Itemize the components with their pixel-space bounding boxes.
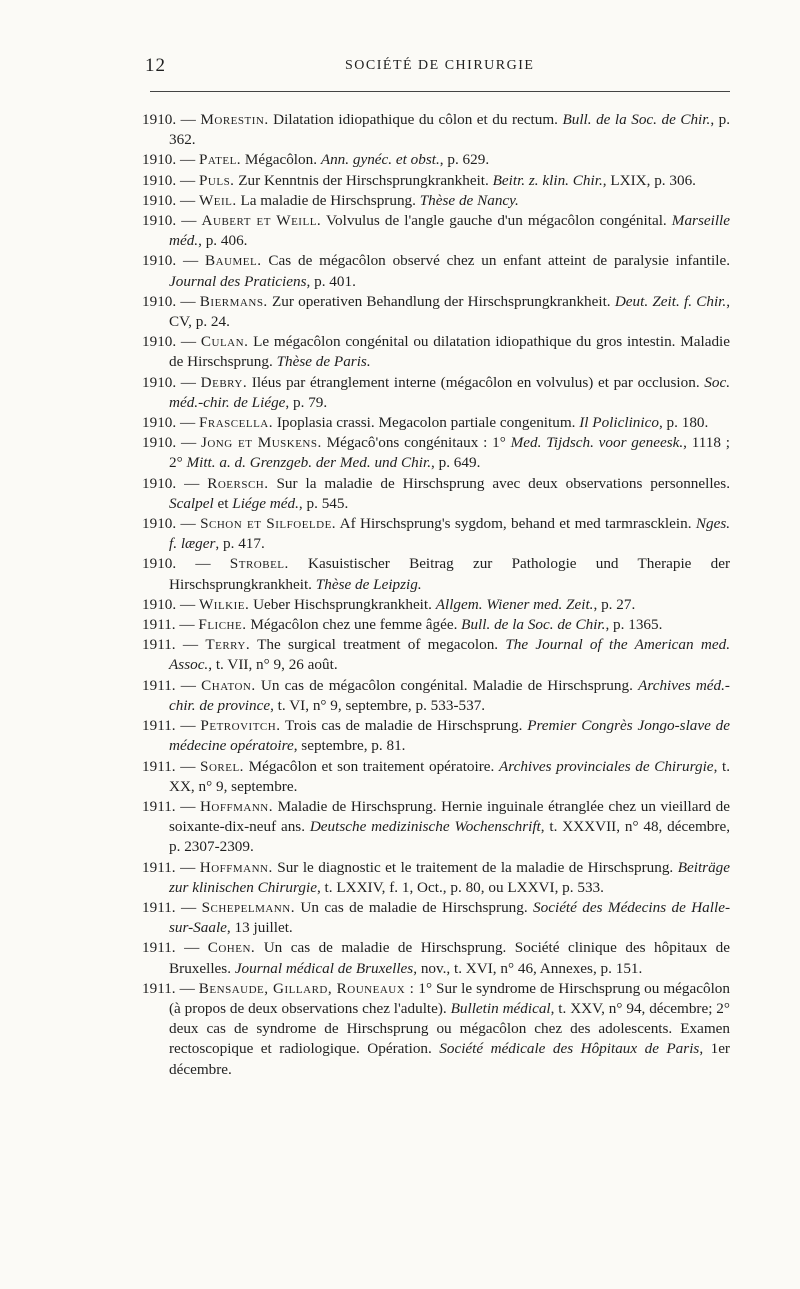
- entry-title: Sur la maladie de Hirschsprung avec deux observations personnelles.: [276, 474, 731, 492]
- entry-source: Thèse de Leipzig.: [315, 575, 422, 593]
- entry-source: Nges. f. læger: [169, 515, 731, 553]
- bibliography-entry: 1910. — Roersch. Sur la maladie de Hirschsprung avec deux observations personnelles. Scalpel et Liége méd., p. 545.: [142, 474, 731, 512]
- entry-year: 1910.: [142, 414, 177, 432]
- bibliography-entry: 1911. — Fliche. Mégacôlon chez une femme âgée. Bull. de la Soc. de Chir., p. 1365.: [142, 616, 663, 634]
- entry-title: Un cas de maladie de Hirschsprung.: [300, 898, 534, 916]
- entry-title: Mégacôlon.: [244, 151, 321, 169]
- bibliography-entry: 1911. — Schepelmann. Un cas de maladie de Hirschsprung. Société des Médecins de Halle-sur-Saale, 13 juillet.: [142, 898, 731, 937]
- bibliography-entry: 1910. — Patel. Mégacôlon. Ann. gynéc. et obst., p. 629.: [142, 151, 490, 169]
- entry-year: 1910.: [142, 252, 177, 270]
- entry-title: Mégacôlon chez une femme âgée.: [250, 616, 462, 634]
- entry-source: The Journal of the American med. Assoc.: [169, 636, 730, 674]
- entry-details: , 13 juillet.: [226, 919, 293, 937]
- entry-year: 1911.: [142, 979, 176, 997]
- entry-source: Thèse de Paris.: [276, 353, 371, 371]
- entry-author: Morestin.: [200, 111, 269, 128]
- bibliography-entry: 1911. — Sorel. Mégacôlon et son traitement opératoire. Archives provinciales de Chirurgie, t. XX, n° 9, septembre.: [142, 757, 730, 795]
- entry-author: Roersch.: [207, 474, 269, 492]
- entry-details: , 1118 ; 2°: [169, 434, 730, 472]
- entry-source: Archives provinciales de Chirurgie: [498, 757, 714, 775]
- entry-year: 1910.: [142, 373, 177, 391]
- entry-author: Terry.: [205, 636, 251, 654]
- entry-source-secondary: Société médicale des Hôpitaux de Paris: [439, 1040, 700, 1058]
- entry-year: 1911.: [142, 757, 176, 775]
- entry-details: , p. 629.: [439, 151, 490, 169]
- entry-title: Ipoplasia crassi. Megacolon partiale congenitum.: [276, 414, 580, 432]
- entry-year: 1910.: [142, 515, 177, 533]
- entry-year: 1911.: [142, 898, 176, 916]
- entry-source-secondary: Liége méd.: [232, 494, 299, 512]
- entry-source: Journal des Praticiens: [169, 272, 307, 290]
- bibliography-entry: 1911. — Cohen. Un cas de maladie de Hirschsprung. Société clinique des hôpitaux de Bruxelles. Journal médical de Bruxelles, nov., t. XVI, n° 46, Annexes, p. 151.: [142, 939, 731, 977]
- entry-author: Schon et Silfoelde.: [200, 515, 337, 533]
- entry-details: , p. 79.: [285, 393, 328, 411]
- bibliography-entry: 1910. — Biermans. Zur operativen Behandlung der Hirschsprungkrankheit. Deut. Zeit. f. Chir., CV, p. 24.: [142, 292, 730, 331]
- entry-title: Mégacôlon et son traitement opératoire.: [248, 757, 499, 775]
- entry-details: , p. 362.: [169, 111, 731, 149]
- entry-author: Chaton.: [201, 676, 256, 694]
- entry-details: , t. LXXIV, f. 1, Oct., p. 80, ou LXXVI, p. 533.: [316, 878, 604, 896]
- entry-title: Sur le diagnostic et le traitement de la maladie de Hirschsprung.: [277, 858, 678, 876]
- entry-details: , p. 417.: [215, 535, 265, 553]
- entry-title: Cas de mégacôlon observé chez un enfant atteint de paralysie infantile.: [268, 252, 731, 270]
- entry-details: , t. XXV, n° 94, décembre; 2° deux cas de syndrome de Hirschsprung ou mégacôlon chez des adolescents. Examen rectoscopique et radiologique. Opération.: [169, 999, 730, 1058]
- entry-details: , CV, p. 24.: [169, 292, 730, 331]
- entry-title: Un cas de mégacôlon congénital. Maladie de Hirschsprung.: [260, 676, 639, 694]
- entry-title: Kasuistischer Beitrag zur Pathologie und Therapie der Hirschsprungkrankheit.: [169, 555, 731, 593]
- entry-year: 1910.: [142, 191, 177, 209]
- entry-author: Jong et Muskens.: [200, 434, 322, 452]
- entry-source: Journal médical de Bruxelles: [234, 959, 414, 977]
- entry-title: Zur operativen Behandlung der Hirschsprungkrankheit.: [271, 292, 615, 310]
- entry-year: 1910.: [142, 555, 177, 573]
- entry-source: Ann. gynéc. et obst.: [320, 151, 440, 169]
- entry-source: Soc. méd.-chir. de Liége: [169, 373, 730, 411]
- entry-source: Il Policlinico: [579, 414, 659, 432]
- entry-details: , t. VI, n° 9, septembre, p. 533-537.: [270, 696, 486, 714]
- entry-author: Sorel.: [200, 757, 244, 775]
- entry-year: 1911.: [142, 797, 176, 815]
- entry-details: , t. VII, n° 9, 26 août.: [208, 656, 338, 674]
- entry-details-secondary: , 1er décembre.: [169, 1040, 730, 1078]
- bibliography-entry: 1910. — Aubert et Weill. Volvulus de l'angle gauche d'un mégacôlon congénital. Marseille méd., p. 406.: [142, 212, 731, 250]
- entry-source: Scalpel: [169, 494, 214, 512]
- entry-details: , septembre, p. 81.: [293, 737, 406, 755]
- entry-source: Beiträge zur klinischen Chirurgie: [169, 858, 730, 896]
- entry-details: , t. XX, n° 9, septembre.: [169, 757, 730, 795]
- entry-title: Af Hirschsprung's sygdom, behand et med tarmrascklein.: [339, 515, 696, 533]
- entry-author: Weil.: [198, 191, 237, 209]
- entry-title: Volvulus de l'angle gauche d'un mégacôlon congénital.: [326, 212, 672, 230]
- entry-source: Deutsche medizinische Wochenschrift: [309, 818, 541, 836]
- entry-source: Thèse de Nancy.: [419, 191, 519, 209]
- entry-details-secondary: , p. 649.: [431, 454, 481, 472]
- entry-source: Beitr. z. klin. Chir.: [492, 171, 603, 189]
- entry-year: 1910.: [142, 212, 177, 230]
- entry-source: Marseille méd.: [169, 212, 731, 250]
- entry-source: Société des Médecins de Halle-sur-Saale: [169, 898, 731, 937]
- entry-year: 1911.: [142, 939, 176, 957]
- entry-title: Mégacô'ons congénitaux : 1°: [326, 434, 511, 452]
- entry-details: et: [213, 494, 233, 512]
- entry-details: , t. XXXVII, n° 48, décembre, p. 2307-2309.: [169, 818, 730, 856]
- entry-source-secondary: Mitt. a. d. Grenzgeb. der Med. und Chir.: [186, 454, 431, 472]
- entry-author: Puls.: [198, 171, 235, 189]
- entry-source: Bulletin médical: [450, 999, 551, 1017]
- entry-year: 1910.: [142, 151, 177, 169]
- bibliography-entry: 1910. — Jong et Muskens. Mégacô'ons congénitaux : 1° Med. Tijdsch. voor geneesk., 1118 ; 2° Mitt. a. d. Grenzgeb. der Med. und Chir., p. 649.: [142, 434, 730, 472]
- entry-year: 1911.: [142, 676, 176, 694]
- bibliography-entry: 1911. — Chaton. Un cas de mégacôlon congénital. Maladie de Hirschsprung. Archives méd.-chir. de province, t. VI, n° 9, septembre, p. 533-537.: [142, 676, 730, 714]
- entry-title: Maladie de Hirschsprung. Hernie inguinale étranglée chez un vieillard de soixante-dix-neuf ans.: [169, 797, 731, 836]
- entry-author: Hoffmann.: [199, 858, 273, 876]
- entry-year: 1910.: [142, 434, 177, 452]
- entry-author: Frascella.: [198, 414, 274, 432]
- entry-year: 1910.: [142, 595, 177, 613]
- running-title: SOCIÉTÉ DE CHIRURGIE: [345, 58, 535, 73]
- entry-details: , p. 1365.: [605, 616, 663, 634]
- entry-source: Allgem. Wiener med. Zeit.: [435, 595, 594, 613]
- entry-author: Strobel.: [229, 555, 289, 573]
- entry-source: Med. Tijdsch. voor geneesk.: [510, 434, 684, 452]
- entry-title: The surgical treatment of megacolon.: [257, 636, 506, 654]
- entry-details: , p. 406.: [198, 232, 248, 250]
- page-number: 12: [145, 55, 166, 76]
- entry-year: 1910.: [142, 292, 177, 310]
- entry-year: 1911.: [142, 717, 176, 735]
- entry-title: Trois cas de maladie de Hirschsprung.: [285, 717, 528, 735]
- entry-title: Un cas de maladie de Hirschsprung. Société clinique des hôpitaux de Bruxelles.: [169, 939, 731, 977]
- entry-year: 1910.: [142, 171, 177, 189]
- entry-author: Hoffmann.: [199, 797, 274, 815]
- bibliography-entry: 1911. — Hoffmann. Sur le diagnostic et le traitement de la maladie de Hirschsprung. Beiträge zur klinischen Chirurgie, t. LXXIV, f. 1, Oct., p. 80, ou LXXVI, p. 533.: [142, 858, 730, 896]
- entry-title: La maladie de Hirschsprung.: [240, 191, 420, 209]
- bibliography-list: [142, 110, 730, 1080]
- entry-year: 1910.: [142, 333, 177, 351]
- entry-details: , p. 180.: [658, 414, 709, 432]
- bibliography-entry: 1910. — Wilkie. Ueber Hischsprungkrankheit. Allgem. Wiener med. Zeit., p. 27.: [142, 595, 636, 613]
- entry-author: Patel.: [198, 151, 242, 169]
- bibliography-entry: 1910. — Baumel. Cas de mégacôlon observé chez un enfant atteint de paralysie infantile. Journal des Praticiens, p. 401.: [142, 252, 731, 290]
- entry-source: Premier Congrès Jongo-slave de médecine opératoire: [169, 717, 731, 755]
- entry-title: Iléus par étranglement interne (mégacôlon en volvulus) et par occlusion.: [251, 373, 705, 391]
- entry-author: Fliche.: [198, 616, 247, 634]
- entry-author: Cohen.: [207, 939, 256, 957]
- entry-year: 1910.: [142, 111, 177, 128]
- bibliography-entry: 1910. — Puls. Zur Kenntnis der Hirschsprungkrankheit. Beitr. z. klin. Chir., LXIX, p. 306.: [142, 171, 696, 189]
- entry-title: Dilatation idiopathique du côlon et du rectum.: [273, 111, 563, 128]
- entry-source: Bull. de la Soc. de Chir.: [461, 616, 606, 634]
- bibliography-entry: 1910. — Schon et Silfoelde. Af Hirschsprung's sygdom, behand et med tarmrascklein. Nges. f. læger, p. 417.: [142, 515, 731, 553]
- bibliography-entry: 1910. — Morestin. Dilatation idiopathique du côlon et du rectum. Bull. de la Soc. de Chir., p. 362.: [142, 111, 731, 149]
- entry-source: Bull. de la Soc. de Chir.: [562, 111, 711, 128]
- bibliography-entry: 1911. — Hoffmann. Maladie de Hirschsprung. Hernie inguinale étranglée chez un vieillard de soixante-dix-neuf ans. Deutsche medizinische Wochenschrift, t. XXXVII, n° 48, décembre, p. 2307-2309.: [142, 797, 731, 856]
- page-header: [145, 55, 735, 85]
- entry-year: 1911.: [142, 858, 176, 876]
- entry-author: Culan.: [200, 333, 249, 351]
- entry-source: Deut. Zeit. f. Chir.: [614, 292, 727, 310]
- bibliography-entry: 1911. — Bensaude, Gillard, Rouneaux : 1° Sur le syndrome de Hirschsprung ou mégacôlon (à propos de deux observations chez l'adulte). Bulletin médical, t. XXV, n° 94, décembre; 2° deux cas de syndrome de Hirschsprung ou mégacôlon chez des adolescents. Examen rectoscopique et radiologique. Opération. Société médicale des Hôpitaux de Paris, 1er décembre.: [142, 979, 730, 1078]
- header-rule: [150, 91, 730, 92]
- entry-author: Debry.: [200, 373, 248, 391]
- entry-source: Archives méd.-chir. de province: [169, 676, 730, 714]
- bibliography-entry: 1910. — Strobel. Kasuistischer Beitrag zur Pathologie und Therapie der Hirschsprungkrankheit. Thèse de Leipzig.: [142, 555, 731, 593]
- entry-details: , LXIX, p. 306.: [602, 171, 696, 189]
- entry-year: 1910.: [142, 474, 177, 492]
- entry-author: Biermans.: [199, 292, 268, 310]
- entry-title: 1° Sur le syndrome de Hirschsprung ou mégacôlon (à propos de deux observations chez l'adulte).: [169, 979, 730, 1017]
- bibliography-entry: 1910. — Debry. Iléus par étranglement interne (mégacôlon en volvulus) et par occlusion. Soc. méd.-chir. de Liége, p. 79.: [142, 373, 730, 411]
- entry-title: Le mégacôlon congénital ou dilatation idiopathique du gros intestin. Maladie de Hirschsprung.: [169, 333, 731, 371]
- bibliography-entry: 1911. — Terry. The surgical treatment of megacolon. The Journal of the American med. Assoc., t. VII, n° 9, 26 août.: [142, 636, 730, 674]
- entry-author: Bensaude, Gillard, Rouneaux :: [198, 979, 415, 997]
- entry-year: 1911.: [142, 616, 176, 634]
- entry-author: Schepelmann.: [201, 898, 295, 916]
- entry-details: , p. 27.: [593, 595, 636, 613]
- entry-details: , nov., t. XVI, n° 46, Annexes, p. 151.: [413, 959, 643, 977]
- entry-details: , p. 401.: [306, 272, 356, 290]
- entry-title: Zur Kenntnis der Hirschsprungkrankheit.: [238, 171, 493, 189]
- entry-title: Ueber Hischsprungkrankheit.: [253, 595, 436, 613]
- entry-author: Aubert et Weill.: [201, 212, 322, 230]
- entry-year: 1911.: [142, 636, 176, 654]
- entry-details-secondary: , p. 545.: [298, 494, 349, 512]
- bibliography-entry: 1911. — Petrovitch. Trois cas de maladie de Hirschsprung. Premier Congrès Jongo-slave de médecine opératoire, septembre, p. 81.: [142, 717, 731, 755]
- entry-author: Petrovitch.: [200, 717, 281, 735]
- entry-author: Baumel.: [205, 252, 262, 270]
- bibliography-entry: 1910. — Weil. La maladie de Hirschsprung. Thèse de Nancy.: [142, 191, 519, 209]
- bibliography-entry: 1910. — Culan. Le mégacôlon congénital ou dilatation idiopathique du gros intestin. Maladie de Hirschsprung. Thèse de Paris.: [142, 333, 731, 371]
- entry-author: Wilkie.: [198, 595, 250, 613]
- bibliography-entry: 1910. — Frascella. Ipoplasia crassi. Megacolon partiale congenitum. Il Policlinico, p. 180.: [142, 414, 709, 432]
